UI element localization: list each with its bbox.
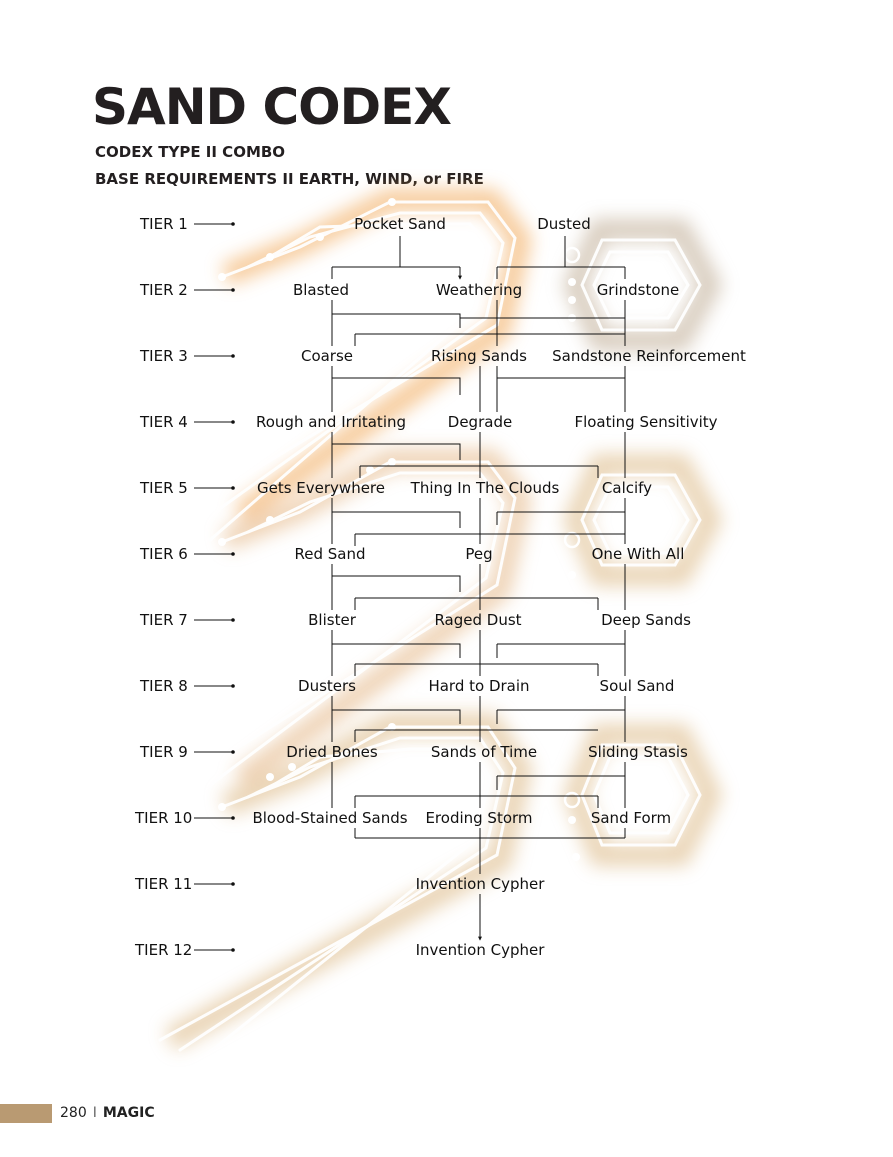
tier-label: TIER 10	[135, 809, 193, 827]
tier-label: TIER 6	[140, 545, 188, 563]
tier-label: TIER 2	[140, 281, 188, 299]
tier-label: TIER 12	[135, 941, 193, 959]
node-rough-and-irritating: Rough and Irritating	[255, 413, 407, 431]
node-rising-sands: Rising Sands	[431, 347, 527, 365]
section-name: MAGIC	[102, 1105, 155, 1121]
tier-label: TIER 3	[140, 347, 188, 365]
node-peg: Peg	[465, 545, 493, 563]
node-dried-bones: Dried Bones	[286, 743, 378, 761]
tier-label: TIER 11	[135, 875, 193, 893]
node-gets-everywhere: Gets Everywhere	[256, 479, 386, 497]
node-sliding-stasis: Sliding Stasis	[588, 743, 688, 761]
node-dusters: Dusters	[298, 677, 356, 695]
node-invention-cypher-11: Invention Cypher	[415, 875, 545, 893]
node-degrade: Degrade	[447, 413, 513, 431]
tier-label: TIER 4	[140, 413, 188, 431]
node-calcify: Calcify	[601, 479, 653, 497]
tier-label: TIER 8	[140, 677, 188, 695]
page-footer	[60, 1105, 155, 1121]
footer-accent-bar	[0, 1104, 52, 1123]
page-title: SAND CODEX	[92, 78, 451, 136]
node-sandstone-reinforcement: Sandstone Reinforcement	[552, 347, 746, 365]
node-deep-sands: Deep Sands	[601, 611, 691, 629]
node-grindstone: Grindstone	[596, 281, 680, 299]
tier-label: TIER 9	[140, 743, 188, 761]
node-dusted: Dusted	[537, 215, 591, 233]
node-coarse: Coarse	[300, 347, 354, 365]
tier-column	[134, 215, 234, 959]
node-hard-to-drain: Hard to Drain	[428, 677, 530, 695]
node-one-with-all: One With All	[591, 545, 685, 563]
tier-label: TIER 1	[140, 215, 188, 233]
node-eroding-storm: Eroding Storm	[425, 809, 533, 827]
base-requirements-subtitle: BASE REQUIREMENTS II EARTH, WIND, or FIRE	[95, 170, 484, 188]
node-blister: Blister	[308, 611, 356, 629]
node-blood-stained-sands: Blood-Stained Sands	[252, 809, 408, 827]
node-red-sand: Red Sand	[294, 545, 366, 563]
node-raged-dust: Raged Dust	[434, 611, 522, 629]
footer-separator: I	[92, 1105, 97, 1121]
tier-label: TIER 5	[140, 479, 188, 497]
node-thing-in-the-clouds: Thing In The Clouds	[410, 479, 560, 497]
node-sands-of-time: Sands of Time	[430, 743, 538, 761]
node-soul-sand: Soul Sand	[599, 677, 675, 695]
codex-type-subtitle: CODEX TYPE II COMBO	[95, 143, 286, 161]
node-invention-cypher-12: Invention Cypher	[415, 941, 545, 959]
page-number: 280	[60, 1105, 87, 1121]
node-sand-form: Sand Form	[590, 809, 672, 827]
tier-label: TIER 7	[140, 611, 188, 629]
node-weathering: Weathering	[435, 281, 523, 299]
node-pocket-sand: Pocket Sand	[354, 215, 446, 233]
circuit-background	[160, 198, 710, 1060]
node-floating-sensitivity: Floating Sensitivity	[574, 413, 718, 431]
node-blasted: Blasted	[292, 281, 350, 299]
